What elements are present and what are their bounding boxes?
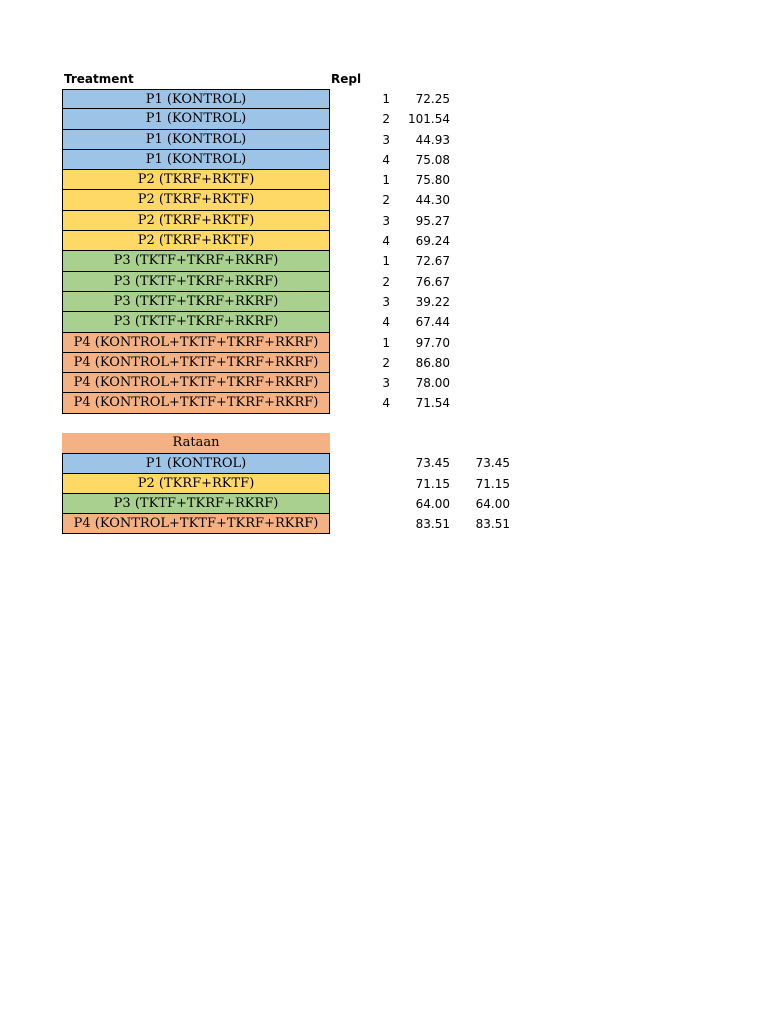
treatment-cell[interactable]: P2 (TKRF+RKTF) bbox=[62, 474, 330, 494]
value-cell[interactable]: 76.67 bbox=[415, 274, 450, 289]
rataan-title[interactable]: Rataan bbox=[62, 433, 330, 453]
treatment-cell[interactable]: P3 (TKTF+TKRF+RKRF) bbox=[62, 272, 330, 292]
treatment-cell[interactable]: P3 (TKTF+TKRF+RKRF) bbox=[62, 312, 330, 332]
value-cell[interactable]: 75.80 bbox=[415, 173, 450, 188]
value-cell[interactable]: 44.30 bbox=[415, 193, 450, 208]
table-row bbox=[62, 333, 450, 353]
value-cell[interactable]: 86.80 bbox=[415, 355, 450, 370]
treatment-column-header: Treatment bbox=[64, 72, 134, 86]
treatment-cell[interactable]: P4 (KONTROL+TKTF+TKRF+RKRF) bbox=[62, 333, 330, 353]
repl-cell[interactable]: 4 bbox=[382, 152, 390, 167]
value-cell[interactable]: 95.27 bbox=[415, 213, 450, 228]
rataan-title-row bbox=[62, 433, 330, 453]
repl-cell[interactable]: 1 bbox=[382, 335, 390, 350]
table-row bbox=[62, 353, 450, 373]
treatment-cell[interactable]: P1 (KONTROL) bbox=[62, 150, 330, 170]
mean-copy-cell[interactable]: 71.15 bbox=[475, 476, 510, 491]
value-cell[interactable]: 97.70 bbox=[415, 335, 450, 350]
value-cell[interactable]: 71.54 bbox=[415, 396, 450, 411]
table-row bbox=[62, 393, 450, 413]
repl-cell[interactable]: 4 bbox=[382, 396, 390, 411]
mean-cell[interactable]: 71.15 bbox=[415, 476, 450, 491]
repl-cell[interactable]: 1 bbox=[382, 173, 390, 188]
table-row bbox=[62, 272, 450, 292]
mean-copy-cell[interactable]: 64.00 bbox=[475, 496, 510, 511]
treatment-cell[interactable]: P4 (KONTROL+TKTF+TKRF+RKRF) bbox=[62, 353, 330, 373]
treatment-cell[interactable]: P4 (KONTROL+TKTF+TKRF+RKRF) bbox=[62, 393, 330, 413]
repl-cell[interactable]: 2 bbox=[382, 193, 390, 208]
repl-cell[interactable]: 2 bbox=[382, 274, 390, 289]
value-cell[interactable]: 101.54 bbox=[408, 112, 450, 127]
treatment-cell[interactable]: P2 (TKRF+RKTF) bbox=[62, 190, 330, 210]
table-row bbox=[62, 190, 450, 210]
treatment-cell[interactable]: P2 (TKRF+RKTF) bbox=[62, 170, 330, 190]
repl-cell[interactable]: 3 bbox=[382, 294, 390, 309]
treatment-cell[interactable]: P1 (KONTROL) bbox=[62, 89, 330, 109]
table-row bbox=[62, 494, 510, 514]
repl-cell[interactable]: 1 bbox=[382, 254, 390, 269]
table-row bbox=[62, 474, 510, 494]
value-cell[interactable]: 39.22 bbox=[415, 294, 450, 309]
treatment-cell[interactable]: P4 (KONTROL+TKTF+TKRF+RKRF) bbox=[62, 373, 330, 393]
table-row bbox=[62, 453, 510, 473]
table-row bbox=[62, 231, 450, 251]
rataan-table bbox=[62, 433, 510, 534]
value-cell[interactable]: 78.00 bbox=[415, 376, 450, 391]
repl-cell[interactable]: 1 bbox=[382, 92, 390, 106]
value-cell[interactable]: 67.44 bbox=[415, 315, 450, 330]
table-row bbox=[62, 312, 450, 332]
repl-cell[interactable]: 2 bbox=[382, 112, 390, 127]
table-row bbox=[62, 109, 450, 129]
repl-cell[interactable]: 2 bbox=[382, 355, 390, 370]
table-row bbox=[62, 130, 450, 150]
treatment-cell[interactable]: P2 (TKRF+RKTF) bbox=[62, 231, 330, 251]
treatment-cell[interactable]: P3 (TKTF+TKRF+RKRF) bbox=[62, 292, 330, 312]
table-row bbox=[62, 150, 450, 170]
table-row bbox=[62, 89, 450, 109]
repl-column-header: Repl bbox=[331, 72, 362, 86]
repl-cell[interactable]: 4 bbox=[382, 315, 390, 330]
treatment-cell[interactable]: P3 (TKTF+TKRF+RKRF) bbox=[62, 494, 330, 514]
table-row bbox=[62, 170, 450, 190]
mean-copy-cell[interactable]: 73.45 bbox=[475, 456, 510, 471]
table-row bbox=[62, 211, 450, 231]
mean-copy-cell[interactable]: 83.51 bbox=[475, 517, 510, 532]
treatment-cell[interactable]: P4 (KONTROL+TKTF+TKRF+RKRF) bbox=[62, 514, 330, 534]
treatment-cell[interactable]: P1 (KONTROL) bbox=[62, 109, 330, 129]
treatment-cell[interactable]: P1 (KONTROL) bbox=[62, 453, 330, 473]
repl-cell[interactable]: 3 bbox=[382, 132, 390, 147]
table-row bbox=[62, 514, 510, 534]
table-row bbox=[62, 373, 450, 393]
mean-cell[interactable]: 73.45 bbox=[415, 456, 450, 471]
value-cell[interactable]: 44.93 bbox=[415, 132, 450, 147]
table-row bbox=[62, 292, 450, 312]
treatment-cell[interactable]: P3 (TKTF+TKRF+RKRF) bbox=[62, 251, 330, 271]
value-cell[interactable]: 72.25 bbox=[415, 92, 450, 106]
repl-cell[interactable]: 3 bbox=[382, 213, 390, 228]
treatment-cell[interactable]: P2 (TKRF+RKTF) bbox=[62, 211, 330, 231]
mean-cell[interactable]: 83.51 bbox=[415, 517, 450, 532]
value-cell[interactable]: 72.67 bbox=[415, 254, 450, 269]
repl-cell[interactable]: 4 bbox=[382, 234, 390, 249]
treatment-cell[interactable]: P1 (KONTROL) bbox=[62, 130, 330, 150]
table-row bbox=[62, 251, 450, 271]
value-cell[interactable]: 75.08 bbox=[415, 152, 450, 167]
mean-cell[interactable]: 64.00 bbox=[415, 496, 450, 511]
value-cell[interactable]: 69.24 bbox=[415, 234, 450, 249]
repl-cell[interactable]: 3 bbox=[382, 376, 390, 391]
treatment-table bbox=[62, 89, 450, 414]
